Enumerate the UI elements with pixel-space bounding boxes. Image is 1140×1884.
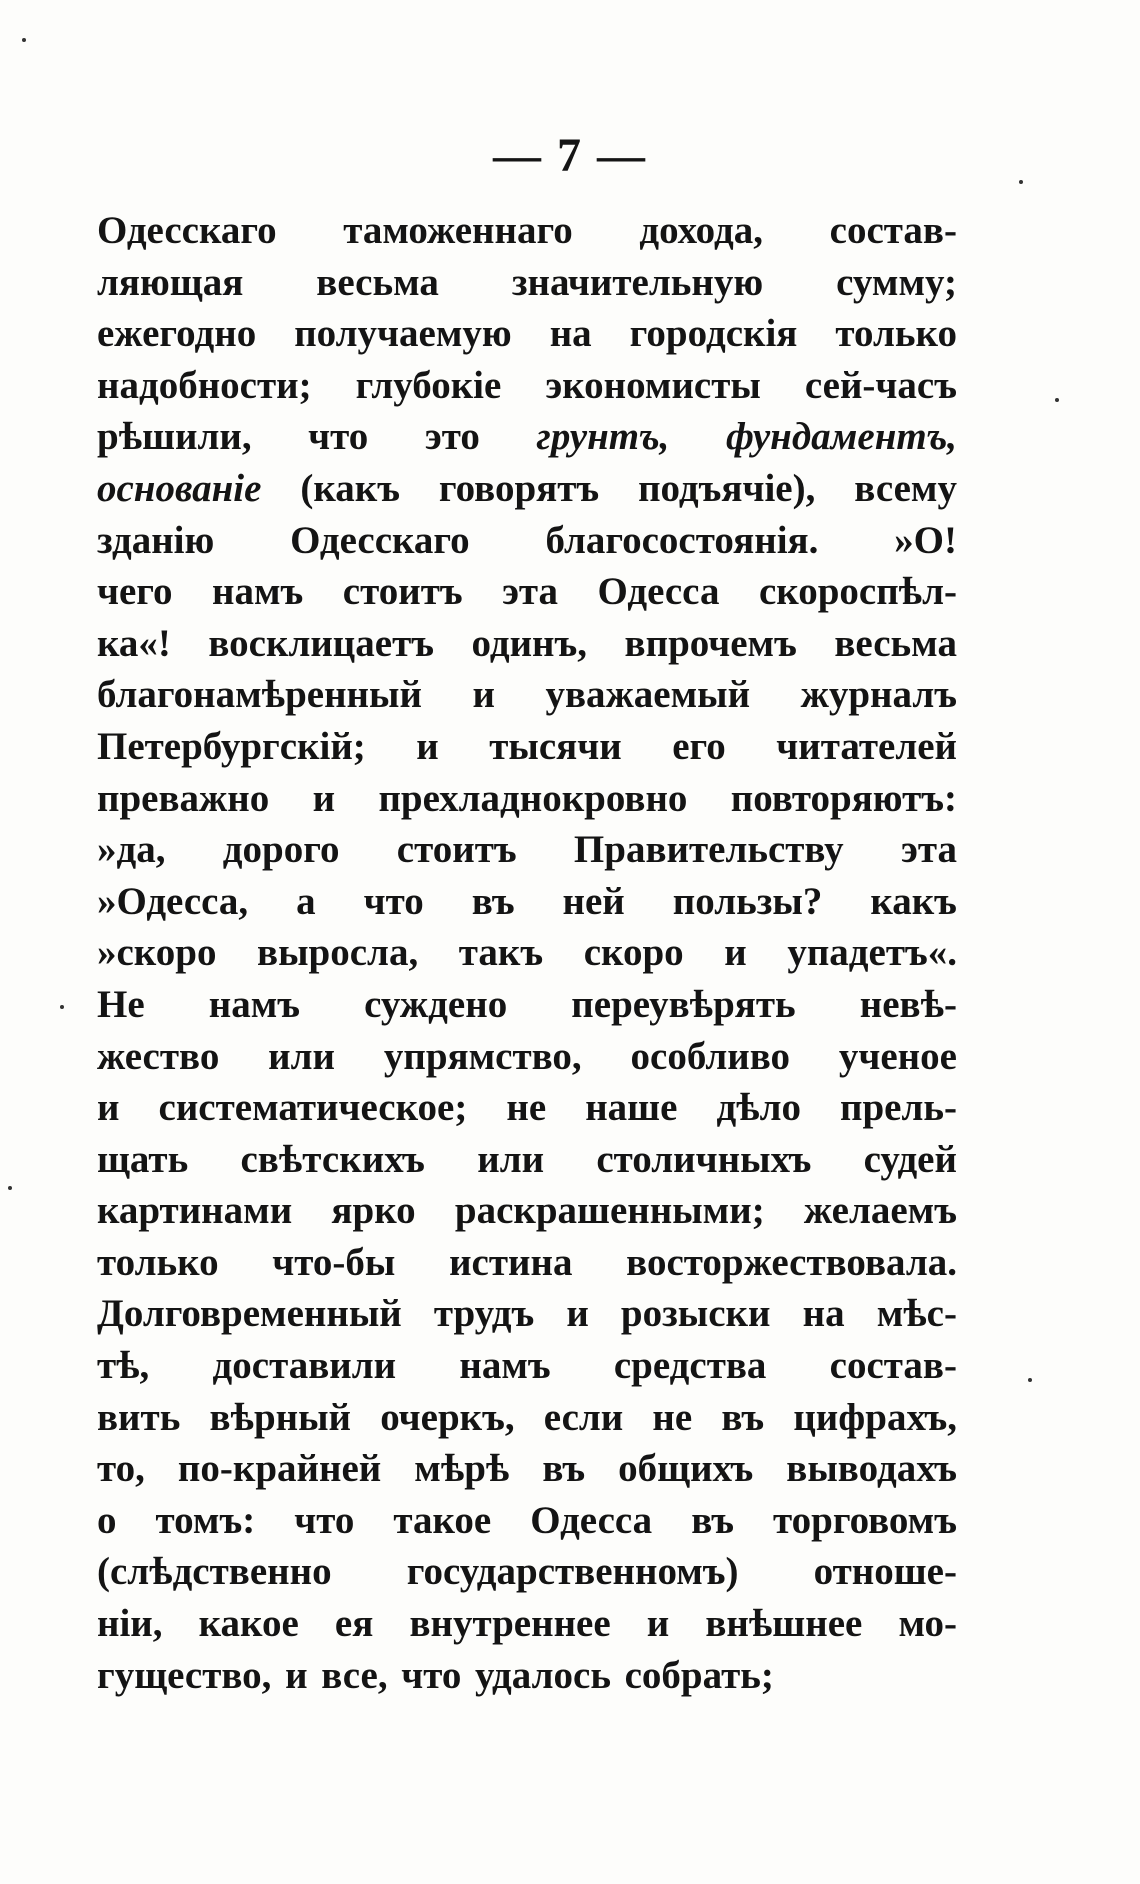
text-line <box>97 1392 957 1444</box>
word: что <box>294 1498 355 1542</box>
word: какое <box>198 1602 299 1646</box>
word: и <box>97 1086 120 1130</box>
word: сей-часъ <box>804 363 957 407</box>
word: мѣрѣ <box>414 1447 510 1491</box>
word: общихъ <box>618 1447 754 1491</box>
word: вѣрный <box>209 1395 352 1439</box>
word: сумму; <box>836 260 957 304</box>
text-line <box>97 721 957 773</box>
word: прель- <box>839 1086 957 1130</box>
word: суждено <box>364 982 508 1026</box>
word: столичныхъ <box>596 1137 812 1181</box>
word: восторжествовала. <box>626 1240 957 1284</box>
word: ней <box>562 879 625 923</box>
scan-speck <box>60 1005 64 1009</box>
word: въ <box>721 1395 765 1439</box>
scan-speck <box>1019 180 1023 184</box>
word: внутреннее <box>409 1602 611 1646</box>
word: основаніе <box>97 466 262 510</box>
word: невѣ- <box>859 982 957 1026</box>
word: журналъ <box>800 673 957 717</box>
word: пользы? <box>672 879 823 923</box>
word: особливо <box>630 1034 791 1078</box>
word: Одесса <box>530 1498 653 1542</box>
text-line <box>97 515 957 567</box>
word: въ <box>691 1498 735 1542</box>
word: такъ <box>458 931 544 975</box>
word: что <box>308 415 369 459</box>
word: тысячи <box>489 724 622 768</box>
word: и <box>285 1653 308 1697</box>
word: мѣс- <box>876 1292 957 1336</box>
scan-speck <box>22 38 26 42</box>
text-line <box>97 1443 957 1495</box>
word: а <box>296 879 316 923</box>
word: состав- <box>829 1344 957 1388</box>
text-line <box>97 257 957 309</box>
word: истина <box>449 1240 573 1284</box>
word: ежегодно <box>97 312 257 356</box>
word: грунтъ, <box>536 415 670 459</box>
word: уважаемый <box>545 673 751 717</box>
text-line <box>97 824 957 876</box>
text-line <box>97 566 957 618</box>
word: тѣ, <box>97 1344 150 1388</box>
word: мо- <box>898 1602 957 1646</box>
text-line <box>97 308 957 360</box>
word: гущество, <box>97 1653 272 1697</box>
word: Одесса <box>597 570 720 614</box>
word: только <box>97 1240 219 1284</box>
word: дорого <box>222 828 340 872</box>
word: дѣло <box>716 1086 801 1130</box>
word: это <box>424 415 480 459</box>
word: въ <box>542 1447 586 1491</box>
text-line <box>97 876 957 928</box>
word: трудъ <box>433 1292 535 1336</box>
text-line <box>97 1340 957 1392</box>
word: скороспѣл- <box>758 570 957 614</box>
word: благонамѣренный <box>97 673 422 717</box>
text-line <box>97 463 957 515</box>
word: дохода, <box>639 209 763 252</box>
word: ка«! <box>97 621 171 665</box>
word: говорятъ <box>438 466 600 510</box>
text-line <box>97 411 957 463</box>
word: и <box>472 673 495 717</box>
word: ея <box>334 1602 374 1646</box>
word: раскрашенными; <box>454 1189 765 1233</box>
word: глубокіе <box>355 363 502 407</box>
word: очеркъ, <box>380 1395 515 1439</box>
word: его <box>672 724 726 768</box>
word: если <box>543 1395 624 1439</box>
word: Правительству <box>573 828 844 872</box>
word: эта <box>502 570 559 614</box>
word: удалось <box>475 1653 611 1697</box>
word: выводахъ <box>786 1447 957 1491</box>
word: то, <box>97 1447 145 1491</box>
word: стоитъ <box>342 570 463 614</box>
word: розыски <box>620 1292 771 1336</box>
word: подъячіе), <box>638 466 816 510</box>
word: какъ <box>870 879 957 923</box>
word: что <box>401 1653 462 1697</box>
word: и <box>416 724 439 768</box>
word: щать <box>97 1137 189 1181</box>
text-line <box>97 205 957 257</box>
word: Петербургскій; <box>97 724 366 768</box>
word: и <box>566 1292 589 1336</box>
word: доставили <box>212 1344 397 1388</box>
word: чего <box>97 570 173 614</box>
text-line <box>97 669 957 721</box>
word: намъ <box>208 982 301 1026</box>
word: ученое <box>838 1034 957 1078</box>
text-line <box>97 1082 957 1134</box>
text-line <box>97 1495 957 1547</box>
word: переувѣрять <box>571 982 796 1026</box>
word: систематическое; <box>158 1086 468 1130</box>
word: эта <box>900 828 957 872</box>
word: ярко <box>331 1189 416 1233</box>
text-line <box>97 773 957 825</box>
word: »О! <box>894 518 957 562</box>
word: наше <box>585 1086 678 1130</box>
word: значительную <box>511 260 764 304</box>
word: въ <box>471 879 515 923</box>
word: надобности; <box>97 363 312 407</box>
word: все, <box>321 1653 388 1697</box>
word: внѣшнее <box>705 1602 863 1646</box>
word: жество <box>97 1034 220 1078</box>
body-text <box>97 205 957 1701</box>
word: повторяютъ: <box>730 776 957 820</box>
word: вить <box>97 1395 181 1439</box>
word: о <box>97 1498 117 1542</box>
text-line <box>97 1031 957 1083</box>
word: преважно <box>97 776 270 820</box>
word: Не <box>97 982 145 1026</box>
word: благосостоянія. <box>545 518 819 562</box>
word: таможеннаго <box>343 209 573 252</box>
word: и <box>312 776 336 820</box>
word: что-бы <box>272 1240 396 1284</box>
word: томъ: <box>155 1498 256 1542</box>
word: собрать; <box>624 1653 774 1697</box>
scan-speck <box>1028 1378 1032 1382</box>
word: намъ <box>212 570 304 614</box>
word: всему <box>854 466 957 510</box>
word: на <box>802 1292 845 1336</box>
word: выросла, <box>257 931 419 975</box>
word: цифрахъ, <box>793 1395 957 1439</box>
page-number: — 7 — <box>493 129 647 182</box>
word: такое <box>393 1498 492 1542</box>
word: одинъ, <box>471 621 588 665</box>
word: весьма <box>834 621 957 665</box>
word: состав- <box>829 209 957 252</box>
word: прехладнокровно <box>378 776 688 820</box>
word: скоро <box>583 931 684 975</box>
word: упадетъ«. <box>787 931 957 975</box>
word: (слѣдственно <box>97 1550 332 1594</box>
word: не <box>506 1086 547 1130</box>
word: на <box>549 312 592 356</box>
word: желаемъ <box>803 1189 957 1233</box>
word: фундаментъ, <box>725 415 957 459</box>
word: (какъ <box>300 466 400 510</box>
word: городскія <box>629 312 798 356</box>
text-line <box>97 360 957 412</box>
text-line <box>97 927 957 979</box>
text-line <box>97 1598 957 1650</box>
word: »скоро <box>97 931 217 975</box>
word: рѣшили, <box>97 415 252 459</box>
text-line <box>97 979 957 1031</box>
word: или <box>477 1137 545 1181</box>
word: намъ <box>459 1344 551 1388</box>
word: Одесскаго <box>97 209 277 252</box>
word: восклицаетъ <box>208 621 434 665</box>
word: зданію <box>97 518 215 562</box>
word: не <box>652 1395 693 1439</box>
word: »Одесса, <box>97 879 249 923</box>
word: и <box>724 931 747 975</box>
word: весьма <box>316 260 439 304</box>
word: ляющая <box>97 260 244 304</box>
word: судей <box>863 1137 957 1181</box>
word: по-крайней <box>177 1447 382 1491</box>
word: отноше- <box>813 1550 957 1594</box>
word: или <box>268 1034 335 1078</box>
word: ніи, <box>97 1602 163 1646</box>
text-line <box>97 1134 957 1186</box>
text-line <box>97 1546 957 1598</box>
word: читателей <box>776 724 957 768</box>
word: что <box>363 879 424 923</box>
word: впрочемъ <box>624 621 797 665</box>
word: средства <box>613 1344 767 1388</box>
text-line <box>97 1650 957 1702</box>
text-line <box>97 618 957 670</box>
word: экономисты <box>545 363 761 407</box>
word: свѣтскихъ <box>240 1137 425 1181</box>
text-line <box>97 1288 957 1340</box>
word: государственномъ) <box>406 1550 739 1594</box>
word: стоитъ <box>396 828 517 872</box>
word: только <box>835 312 957 356</box>
word: Долговременный <box>97 1292 402 1336</box>
text-line <box>97 1185 957 1237</box>
word: торговомъ <box>773 1498 957 1542</box>
text-line <box>97 1237 957 1289</box>
word: упрямство, <box>383 1034 582 1078</box>
word: Одесскаго <box>290 518 470 562</box>
word: картинами <box>97 1189 293 1233</box>
word: получаемую <box>294 312 512 356</box>
scan-speck <box>1055 398 1059 402</box>
word: и <box>646 1602 670 1646</box>
word: »да, <box>97 828 166 872</box>
scan-speck <box>8 1186 12 1190</box>
